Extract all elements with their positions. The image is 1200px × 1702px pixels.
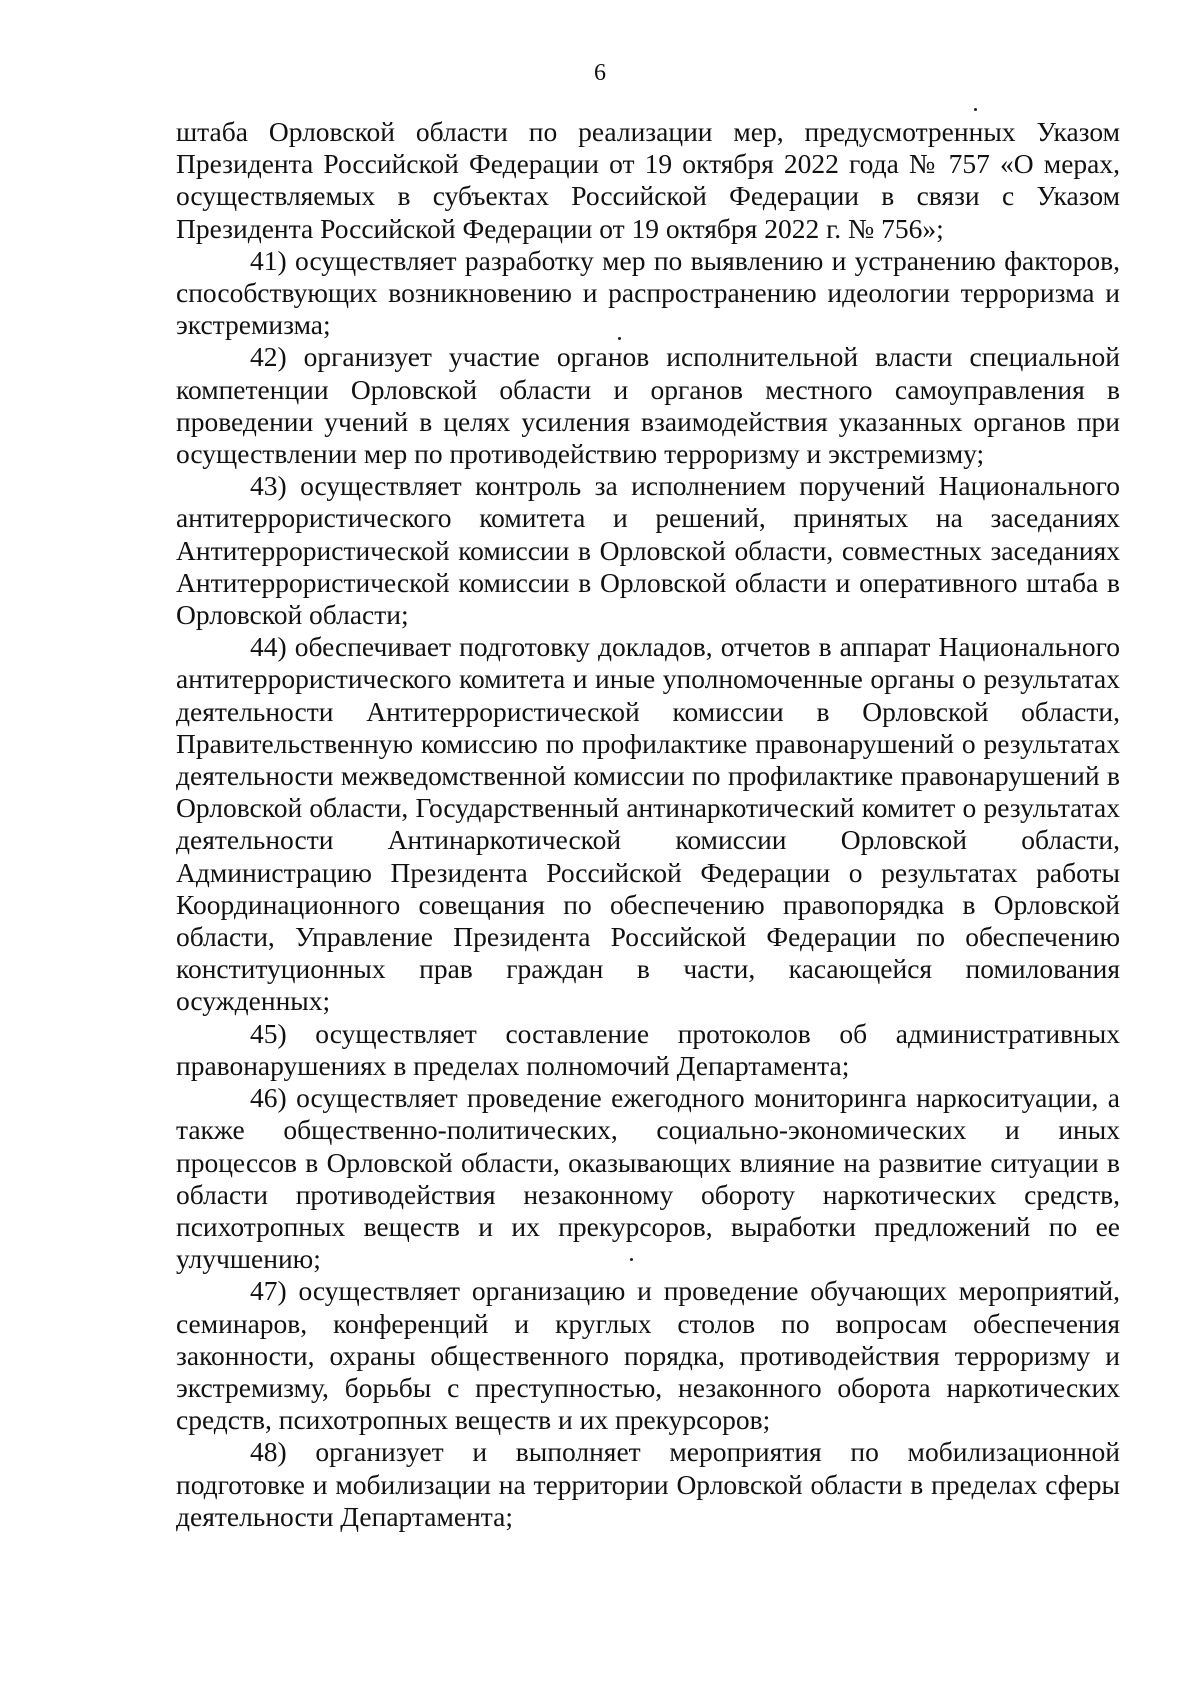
- paragraph-item-47: 47) осуществляет организацию и проведение обучающих мероприятий, семинаров, конференций и круглых столов по вопросам обеспечения законности, охраны общественного порядка, противодействия терроризму и экстремизму, борьбы с преступностью, незаконного оборота наркотических средств, психотропных веществ и их прекурсоров;: [176, 1275, 1120, 1436]
- paragraph-item-41: 41) осуществляет разработку мер по выявлению и устранению факторов, способствующих возникновению и распространению идеологии терроризма и экстремизма;: [176, 244, 1120, 341]
- scan-speck: [974, 108, 977, 111]
- scan-speck: [618, 337, 621, 340]
- paragraph-continuation: штаба Орловской области по реализации мер, предусмотренных Указом Президента Российской Федерации от 19 октября 2022 года № 757 «О мерах, осуществляемых в субъектах Российской Федерации в связи с Указом Президента Российской Федерации от 19 октября 2022 г. № 756»;: [176, 116, 1120, 244]
- paragraph-item-44: 44) обеспечивает подготовку докладов, отчетов в аппарат Национального антитеррористического комитета и иные уполномоченные органы о результатах деятельности Антитеррористической комиссии в Орловской области, Правительственную комиссию по профилактике правонарушений о результатах деятельности межведомственной комиссии по профилактике правонарушений в Орловской области, Государственный антинаркотический комитет о результатах деятельности Антинаркотической комиссии Орловской области, Администрацию Президента Российской Федерации о результатах работы Координационного совещания по обеспечению правопорядка в Орловской области, Управление Президента Российской Федерации по обеспечению конституционных прав граждан в части, касающейся помилования осужденных;: [176, 631, 1120, 1017]
- paragraph-item-45: 45) осуществляет составление протоколов об административных правонарушениях в пределах полномочий Департамента;: [176, 1017, 1120, 1081]
- page-number: 6: [594, 60, 606, 86]
- paragraph-item-43: 43) осуществляет контроль за исполнением поручений Национального антитеррористического комитета и решений, принятых на заседаниях Антитеррористической комиссии в Орловской области, совместных заседаниях Антитеррористической комиссии в Орловской области и оперативного штаба в Орловской области;: [176, 470, 1120, 631]
- paragraph-item-42: 42) организует участие органов исполнительной власти специальной компетенции Орловской области и органов местного самоуправления в проведении учений в целях усиления взаимодействия указанных органов при осуществлении мер по противодействию терроризму и экстремизму;: [176, 341, 1120, 470]
- scan-speck: [630, 1258, 633, 1261]
- document-body: [176, 116, 1120, 1533]
- paragraph-item-48: 48) организует и выполняет мероприятия по мобилизационной подготовке и мобилизации на территории Орловской области в пределах сферы деятельности Департамента;: [176, 1436, 1120, 1532]
- paragraph-item-46: 46) осуществляет проведение ежегодного мониторинга наркоситуации, а также общественно-политических, социально-экономических и иных процессов в Орловской области, оказывающих влияние на развитие ситуации в области противодействия незаконному обороту наркотических средств, психотропных веществ и их прекурсоров, выработки предложений по ее улучшению;: [176, 1082, 1120, 1275]
